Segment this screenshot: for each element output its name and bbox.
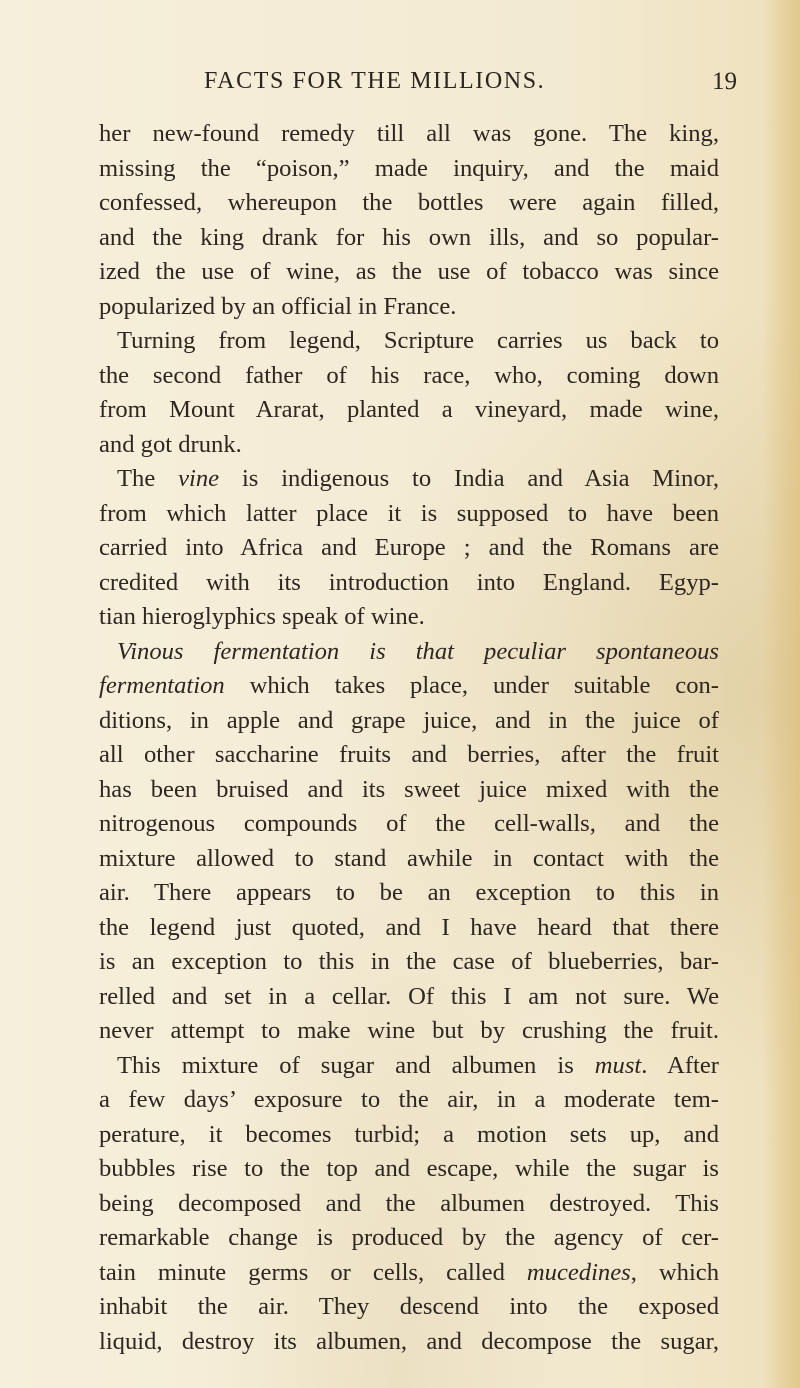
text-line: relled and set in a cellar. Of this I am not sure. We	[99, 982, 719, 1010]
text-line: liquid, destroy its albumen, and decompose the sugar,	[99, 1327, 719, 1355]
text-line: The vine is indigenous to India and Asia Minor,	[117, 465, 720, 492]
text-line: being decomposed and the albumen destroyed. This	[99, 1189, 719, 1217]
text-line: fermentation which takes place, under suitable con-	[99, 672, 719, 699]
text-line: popularized by an official in France.	[99, 292, 457, 320]
text-line: and got drunk.	[99, 430, 242, 458]
text-line: remarkable change is produced by the agency of cer-	[99, 1224, 719, 1251]
italic-phrase: mucedines	[526, 1258, 631, 1286]
text-line: a few days’ exposure to the air, in a moderate tem-	[99, 1086, 719, 1113]
text-line: tian hieroglyphics speak of wine.	[99, 603, 425, 630]
text-line: and the king drank for his own ills, and so popular-	[99, 223, 719, 251]
text-line: missing the “poison,” made inquiry, and the maid	[99, 154, 719, 182]
page-header	[0, 68, 800, 108]
text-line: ditions, in apple and grape juice, and in the juice of	[99, 706, 719, 734]
text-line: all other saccharine fruits and berries, after the fruit	[99, 741, 719, 768]
text-line: confessed, whereupon the bottles were again filled,	[99, 189, 719, 216]
text-line: credited with its introduction into England. Egyp-	[99, 568, 719, 596]
text-line: is an exception to this in the case of blueberries, bar-	[99, 948, 719, 975]
text-line: the legend just quoted, and I have heard that there	[99, 913, 719, 941]
page-number: 19	[712, 68, 737, 95]
text-line	[99, 635, 719, 670]
text-line: This mixture of sugar and albumen is must. After	[117, 1051, 719, 1079]
text-line: has been bruised and its sweet juice mixed with the	[99, 775, 719, 803]
text-line: from Mount Ararat, planted a vineyard, made wine,	[99, 396, 719, 423]
text-line: inhabit the air. They descend into the exposed	[99, 1293, 719, 1320]
text-line: perature, it becomes turbid; a motion sets up, and	[99, 1120, 719, 1148]
page-edge-shading	[764, 0, 800, 1388]
text-line: mixture allowed to stand awhile in contact with the	[99, 844, 719, 872]
italic-phrase: must	[594, 1051, 642, 1079]
italic-phrase: Vinous fermentation is that peculiar spontaneous	[117, 637, 719, 665]
text-line: tain minute germs or cells, called mucedines, which	[99, 1258, 720, 1286]
text-line: nitrogenous compounds of the cell-walls, and the	[99, 810, 719, 837]
text-line: never attempt to make wine but by crushing the fruit.	[99, 1017, 719, 1044]
text-line: her new-found remedy till all was gone. The king,	[99, 120, 719, 147]
text-line: air. There appears to be an exception to this in	[99, 879, 719, 906]
running-head: FACTS FOR THE MILLIONS.	[204, 68, 546, 94]
text-line: Turning from legend, Scripture carries us back to	[117, 327, 719, 354]
text-line: ized the use of wine, as the use of tobacco was since	[99, 258, 719, 285]
italic-phrase: fermentation	[99, 672, 225, 699]
text-line: from which latter place it is supposed to have been	[99, 499, 719, 527]
text-line: the second father of his race, who, coming down	[99, 361, 719, 389]
italic-phrase: vine	[178, 465, 220, 492]
text-line: bubbles rise to the top and escape, while the sugar is	[99, 1155, 719, 1182]
body-text	[99, 117, 719, 1359]
text-line: carried into Africa and Europe ; and the Romans are	[99, 534, 719, 561]
